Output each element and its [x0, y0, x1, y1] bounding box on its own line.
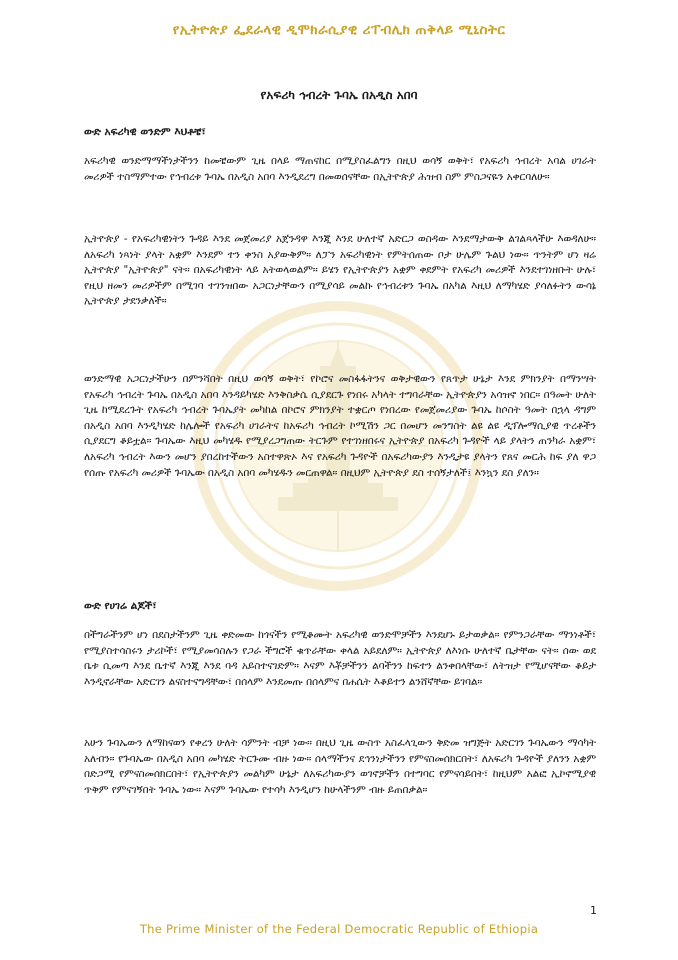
paragraph-2: ኢትዮጵያ - የአፍሪካዊነትን ጉዳይ እንደ መጀመሪያ አጀንዳዋ እንጂ እንደ ሁለተኛ አድርጋ ወስዳው እንደማታውቅ ልገልጻላችሁ እወዳለሁ። ለአፍሪካ ነጻነት ያላት አቋም እንደም ተን ቀንስ አያውቅም። ለፓን አፍሪካዊነት የምትሰጠው ቦታ ሁሌም ጉልህ ነው። ጥንትም ሆነ ዛሬ ኢትዮጵያ "ኢትዮጵያ" ናት። በአፍሪካዊነት ላይ አትወላወልም። ይሄን የኢትዮጵያን አቋም ቀደምት የአፍሪካ መሪዎች እንደተገነዘቡት ሁሉ፣ የዚህ ዘመን መሪዎችም በሚገባ ተገንዝበው አጋርነታቸውን በሚያሳይ መልኩ የኅብረቱን ጉባኤ በአካል እዚህ ለማካሄድ ያሳለፉትን ውሳኔ ኢትዮጵያ ታደንቃለች። — [84, 233, 596, 308]
page-number: 1 — [590, 904, 597, 917]
letterhead-title: የኢትዮጵያ ፌደራላዊ ዲሞክራሲያዊ ሪፐብሊክ ጠቅላይ ሚኒስትር — [172, 22, 506, 38]
document-title: የአፍሪካ ኅብረት ጉባኤ በአዲስ አበባ — [260, 88, 418, 102]
paragraph-4: በችግራችንም ሆነ በደስታችንም ጊዜ ቀድመው ከጎናችን የሚቆሙት አፍሪካዊ ወንድሞቻችን እንደሆኑ ይታወቃል። የምንጋራቸው ማንነቶች፣ የሚያስተሳስሩን ታሪኮች፣ የሚያመሳስሉን የጋራ ችግሮች ቁጥራቸው ቀላል አይደለም። ኢትዮጵያ ለእነሱ ሁለተኛ ቤታቸው ናት። ሰው ወደ ቤቱ ሲመጣ እንደ ቤተኛ እንጂ እንደ ባዳ አይስተናገድም። እናም እቾቻችንን ልባችንን ከፍተን ልንቀበላቸው፣ ለትዝታ የሚሆናቸው ቆይታ እንዲኖራቸው አድርገን ልናስተናግዳቸው፣ በሰላም እንደመጡ በሰላምና በሐሴት እቆይተን ልንሸኛቸው ይገባል። — [84, 629, 596, 688]
paragraph-1: አፍሪካዊ ወንድማማችነታችንን ከመቼውም ጊዜ በላይ ማጠናከር በሚያስፈልግን በዚህ ወሳኝ ወቅት፣ የአፍሪካ ኅብረት አባል ሀገራት መሪዎች ተስማምተው የኅብረቱ ጉባኤ በአዲስ አበባ እንዲደረግ በመወሰናቸው በኢትዮጵያ ሕዝብ ስም ምስጋናዬን አቀርባለሁ። — [84, 155, 596, 183]
footer-office-name: The Prime Minister of the Federal Democratic Republic of Ethiopia — [139, 922, 539, 936]
salutation-compatriots: ውድ የሀገሬ ልጆች፣ — [84, 600, 157, 612]
salutation-african-brothers: ውድ አፍሪካዊ ወንድም እህቶቼ፣ — [84, 126, 206, 138]
paragraph-5: አሁን ጉባኤውን ለማከናወን የቀረን ሁለት ሳምንት ብቻ ነው። በዚህ ጊዜ ውስጥ አስፈላጊውን ቅድመ ዝግጅት አድርገን ጉባኤውን ማሳካት አለብን። የጉባኤው በአዲስ አበባ መካሄድ ትርጉሙ ብዙ ነው። ሰላማችንና ደኅንነታችንን የምናስመሰክርበት፣ ለአፍሪካ ጉዳዮች ያለንን አቋም በድጋሚ የምናስመሰክርበት፣ የኢትዮጵያን መልካም ሁኔታ ለአፍሪካውያን ወገኖቻችን በተግባር የምናሳይበት፣ ከዚህም አልፎ ኢኮኖሚያዊ ጥቅም የምናገኝበት ጉባኤ ነው። እናም ጉባኤው የተሳካ እንዲሆን ከሁላችንም ብዙ ይጠበቃል። — [84, 737, 596, 796]
paragraph-3: ወንድማዊ አጋርነታችሁን በምንሻበት በዚህ ወሳኝ ወቅት፣ የኮሮና መስፋፋትንና ወቅታዊውን የጸጥታ ሁኔታ እንደ ምክንያት በማንሣት የአፍሪካ ኅብረት ጉባኤ በአዲስ አበባ እንዳይካሄድ እንቅስቃሴ ሲያደርጉ የነበሩ አካላት ተግባራቸው ኢትዮጵያን አሳዝኖ ነበር። በዓመት ሁለት ጊዜ ከሚደረጉት የአፍሪካ ኅብረት ጉባኤያት መካከል በኮሮና ምክንያት ተቋርጦ የነበረው የመጀመሪያው ጉባኤ ከሶስት ዓመት በኋላ ዳግም በአዲስ አበባ እንዲካሄድ ከሌሎች የአፍሪካ ሀገራትና ከአፍሪካ ኅብረት ኮሚሽን ጋር በመሆን መንግስት ልዩ ልዩ ዲፕሎማሲያዊ ጥረቶችን ሲያደርግ ቆይቷል። ጉባኤው እዚህ መካሄዱ የሚያረጋግጠው ትርጉም የተገነዘበሩና ኢትዮጵያ በአፍሪካ ጉዳዮች ላይ ያላትን ጠንካራ አቋም፣ ለአፍሪካ ኅብረት እውን መሆን ያበረከተችውን አስተዋጽኦ እና የአፍሪካ ጉዳዮች በአፍሪካውያን እንዲታዩ ያላትን የጸና መርሕ ከፍ ያለ ዋጋ የሰጡ የአፍሪካ መሪዎች ጉባኤው በአዲስ አበባ መካሄዱን መርጠዋል። በዚህም ኢትዮጵያ ደስ ተሰኝታለች፤ እንኳን ደስ ያለን። — [84, 373, 596, 479]
